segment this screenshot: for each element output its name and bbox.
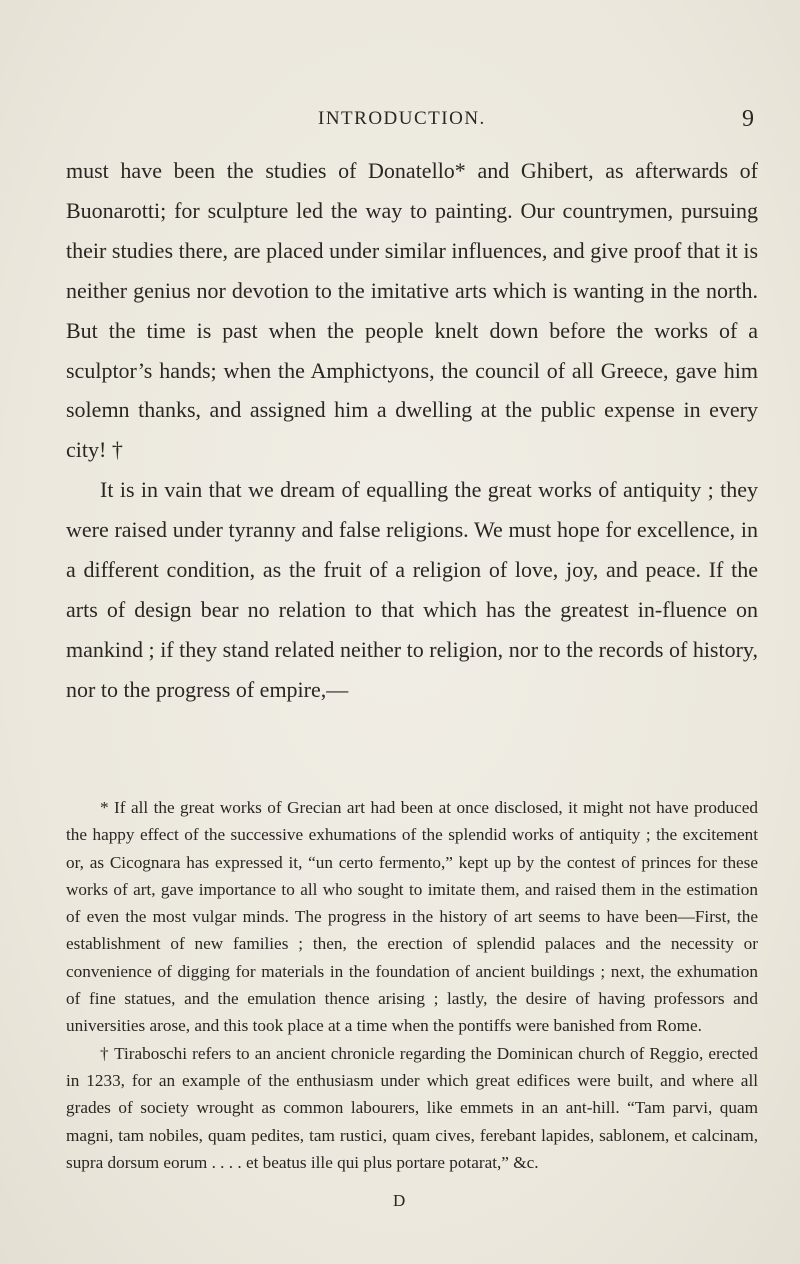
- signature-mark: D: [393, 1191, 406, 1210]
- page-number: 9: [742, 106, 754, 132]
- page-header: [0, 108, 800, 138]
- footnotes: [66, 794, 758, 1176]
- footnote: * If all the great works of Grecian art had been at once disclosed, it might not have produced the happy effect of the successive exhumations of the splendid works of antiquity ; the excitement or, as Cicognara has expressed it, “un certo fermento,” kept up by the contest of princes for these works of art, gave importance to all who sought to imitate them, and raised them in the estimation of even the most vulgar minds. The progress in the history of art seems to have been—First, the establishment of new families ; then, the erection of splendid palaces and the necessity or convenience of digging for materials in the foundation of ancient buildings ; next, the exhumation of fine statues, and the emulation thence arising ; lastly, the desire of having professors and universities arose, and this took place at a time when the pontiffs were banished from Rome.: [66, 798, 758, 1036]
- running-title: INTRODUCTION.: [318, 108, 486, 129]
- main-text: [66, 151, 758, 710]
- paragraph: It is in vain that we dream of equalling the great works of antiquity ; they were raised under tyranny and false religions. We must hope for excellence, in a different condition, as the fruit of a religion of love, joy, and peace. If the arts of design bear no relation to that which has the greatest in-fluence on mankind ; if they stand related neither to religion, nor to the records of history, nor to the progress of empire,—: [66, 477, 758, 702]
- paragraph: must have been the studies of Donatello* and Ghibert, as afterwards of Buonarotti; for sculpture led the way to painting. Our countrymen, pursuing their studies there, are placed under similar influences, and give proof that it is neither genius nor devotion to the imitative arts which is wanting in the north. But the time is past when the people knelt down before the works of a sculptor’s hands; when the Amphictyons, the council of all Greece, gave him solemn thanks, and assigned him a dwelling at the public expense in every city! †: [66, 158, 758, 463]
- footnote: † Tiraboschi refers to an ancient chronicle regarding the Dominican church of Reggio, erected in 1233, for an example of the enthusiasm under which great edifices were built, and where all grades of society wrought as common labourers, like emmets in an ant-hill. “Tam parvi, quam magni, tam nobiles, quam pedites, tam rustici, quam cives, ferebant lapides, sablonem, et calcinam, supra dorsum eorum . . . . et beatus ille qui plus portare potarat,” &c.: [66, 1043, 758, 1172]
